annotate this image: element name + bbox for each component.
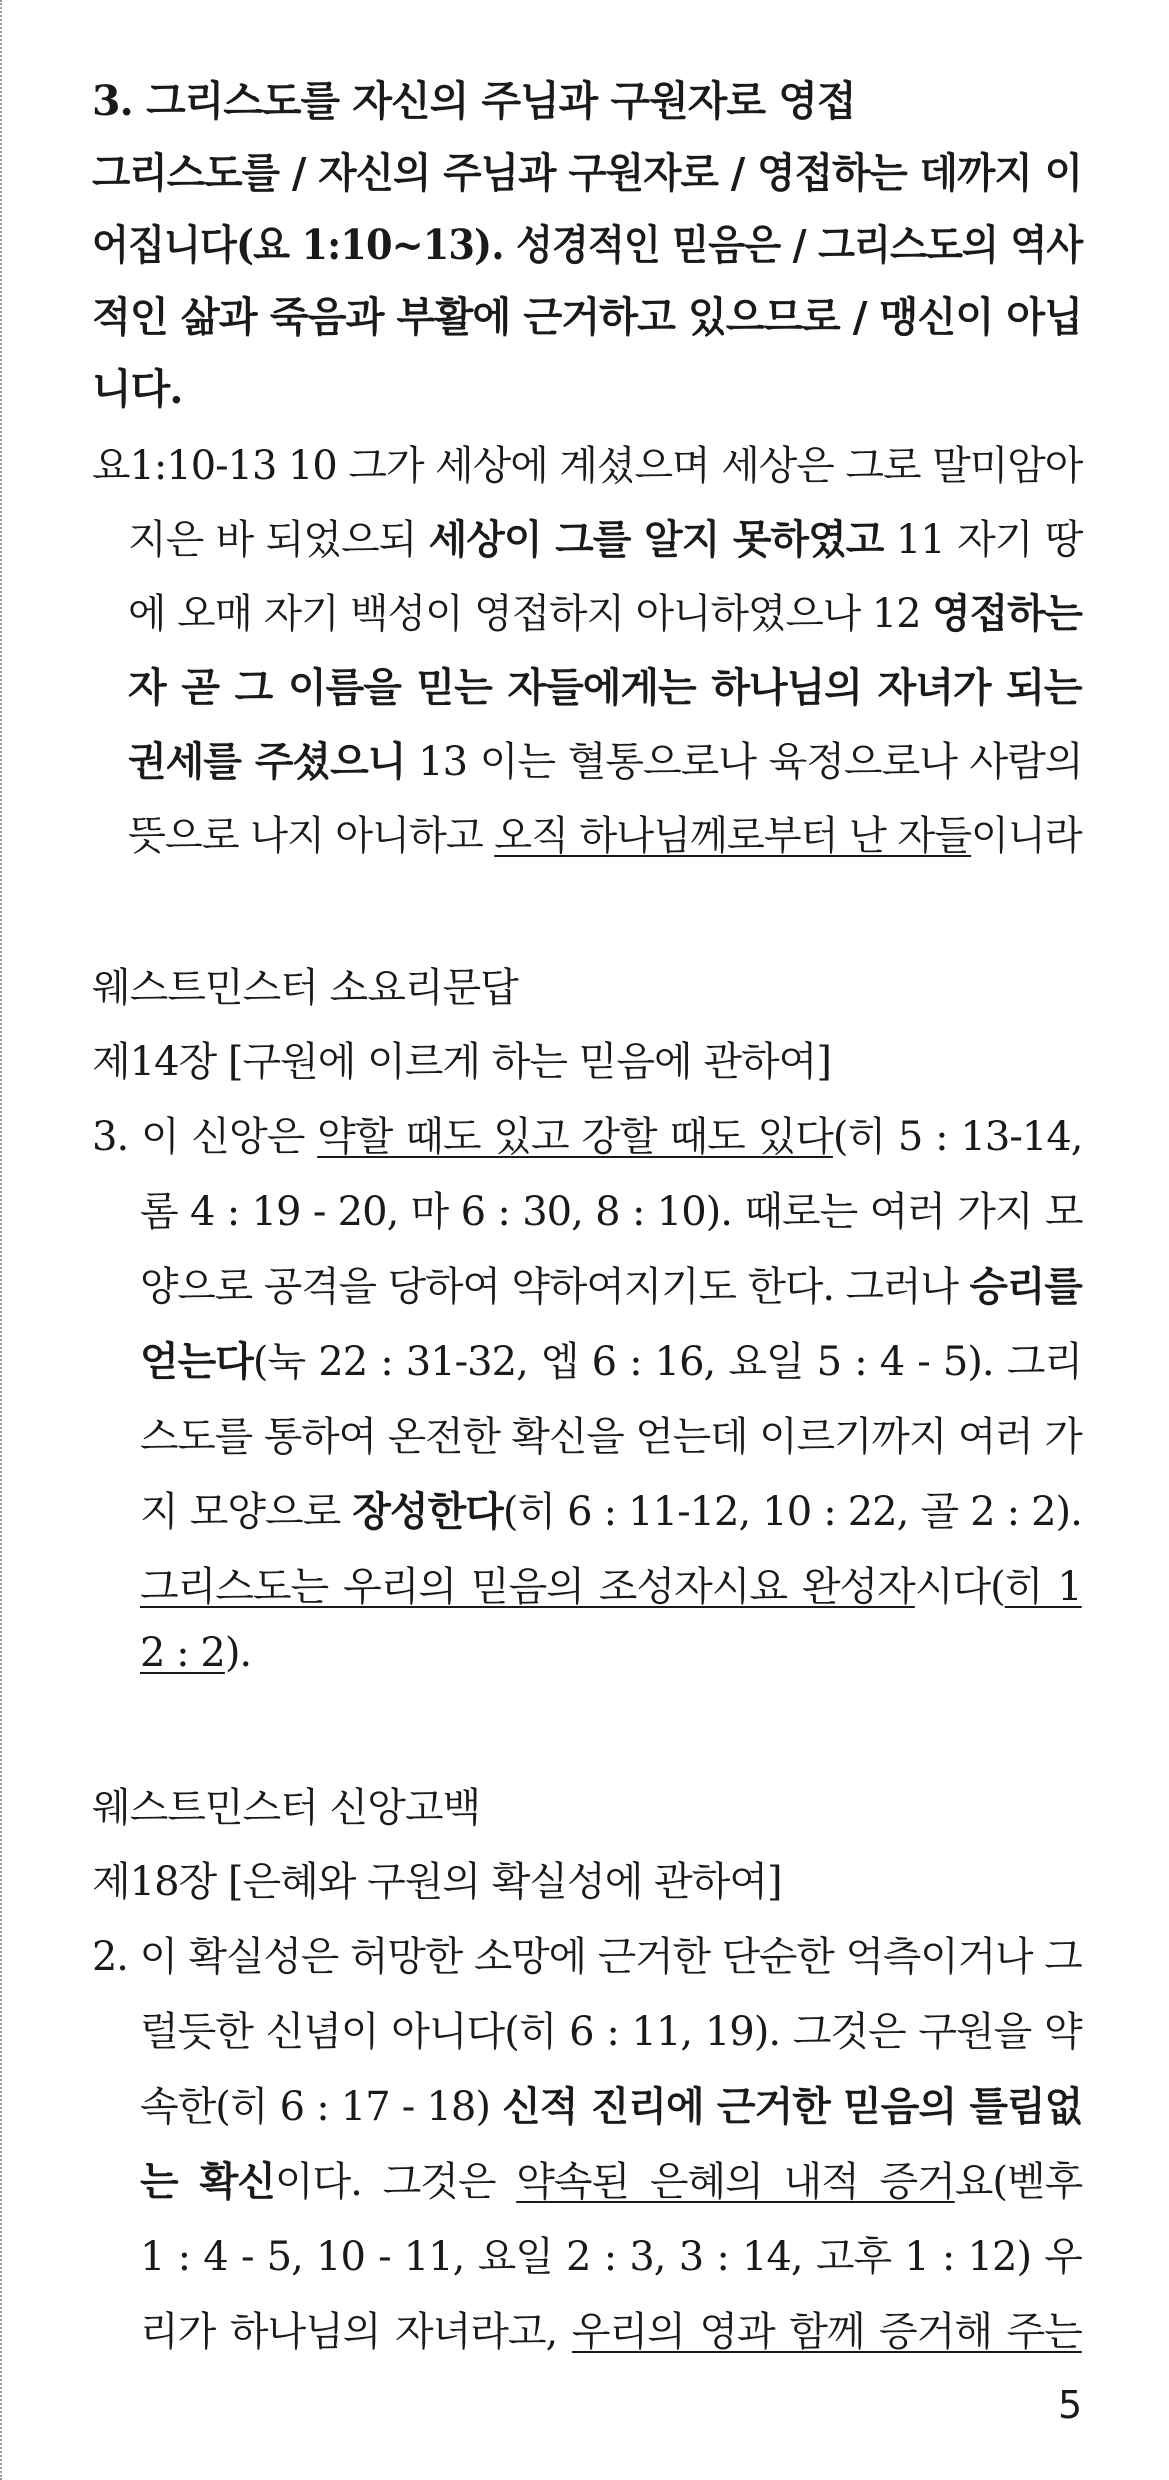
text-run: 스도를 통하여 온전한 확신을 얻는데 이르기까지 여러 가 [140,1414,1082,1460]
text-run: 요1:10-13 10 그가 세상에 계셨으며 세상은 그로 말미암아 [92,443,1083,489]
text-line-item [140,1330,1082,1387]
text-line-scripture [128,656,1082,713]
underlined-text: 약속된 은혜의 내적 증거 [516,2159,955,2205]
bold-text: 자 곧 그 이름을 믿는 자들에게는 하나님의 자녀가 되는 [128,664,1082,711]
text-line-chapter [92,1030,831,1087]
text-run: 롬 4 : 19 - 20, 마 6 : 30, 8 : 10). 때로는 여러 가지 모 [140,1189,1083,1235]
bold-text: 니다. [92,365,183,413]
text-line-heading [92,68,855,127]
text-line-section-title [92,956,518,1013]
bold-text: 그리스도를 / 자신의 주님과 구원자로 / 영접하는 데까지 이 [92,149,1083,197]
text-line-item [140,1630,251,1676]
text-run: (히 5 : 13-14, [832,1114,1083,1160]
underlined-text: 우리의 영과 함께 증거해 주는 [571,2309,1082,2355]
bold-text: 얻는다 [140,1338,253,1385]
underlined-text: 히 1 [1004,1564,1082,1610]
text-line-item [140,1180,1082,1237]
text-line-item [140,2225,1082,2282]
text-line-paragraph [92,284,1082,343]
text-run: 이니라 [971,813,1082,859]
text-run: (히 6 : 11-12, 10 : 22, 골 2 : 2). [502,1489,1082,1535]
text-line-item [140,2300,1082,2357]
text-line-item [140,1405,1082,1462]
text-line-paragraph [92,212,1082,271]
text-run: 11 자기 땅 [883,517,1083,563]
underlined-text: 약할 때도 있고 강할 때도 있다 [317,1114,833,1160]
text-run: (눅 22 : 31-32, 엡 6 : 16, 요일 5 : 4 - 5). 그리 [252,1339,1082,1385]
text-run: 리가 하나님의 자녀라고, [140,2309,572,2355]
text-line-item [140,1555,1082,1612]
text-line-paragraph [92,356,183,415]
text-run: 양으로 공격을 당하여 약하여지기도 한다. 그러나 [140,1264,970,1310]
bold-text: 세상이 그를 알지 못하였고 [428,516,884,563]
text-line-chapter [92,1850,782,1907]
underlined-text: 2 : 2 [140,1630,225,1676]
text-run: 요(벧후 [954,2159,1083,2205]
text-run: 제18장 [은혜와 구원의 확실성에 관하여] [92,1859,782,1905]
text-line-item [92,1925,1082,1982]
bold-text: 신적 진리에 근거한 믿음의 틀림없 [502,2083,1083,2130]
text-run: 웨스트민스터 소요리문답 [92,965,518,1011]
text-line-scripture [128,582,1082,639]
bold-text: 영접하는 [932,590,1082,637]
text-run: 럴듯한 신념이 아니다(히 6 : 11, 19). 그것은 구원을 약 [140,2009,1082,2055]
text-line-scripture [128,730,1082,787]
text-run: 이다. 그것은 [274,2159,517,2205]
text-run: 2. 이 확실성은 허망한 소망에 근거한 단순한 억측이거나 그 [92,1934,1082,1980]
bold-text: 적인 삶과 죽음과 부활에 근거하고 있으므로 / 맹신이 아닙 [92,293,1083,341]
text-line-section-title [92,1776,480,1833]
text-line-item [140,2075,1082,2132]
text-run: 3. 이 신앙은 [92,1114,318,1160]
text-run: 지은 바 되었으되 [128,517,429,563]
text-line-item [140,2000,1082,2057]
page-number: 5 [1058,2383,1083,2427]
text-run: 뜻으로 나지 아니하고 [128,813,495,859]
text-run: 속한(히 6 : 17 - 18) [140,2084,503,2130]
text-line-item [92,1105,1083,1162]
text-line-paragraph [92,140,1082,199]
text-line-scripture [92,434,1082,491]
bold-text: 는 확신 [140,2158,275,2205]
text-run: 지 모양으로 [140,1489,353,1535]
text-run: 13 이는 혈통으로나 육정으로나 사람의 [405,739,1083,785]
bold-text: 승리를 [969,1263,1082,1310]
text-line-scripture [128,508,1082,565]
text-line-item [140,1255,1082,1312]
bold-text: 어집니다(요 1:10~13). 성경적인 믿음은 / 그리스도의 역사 [92,221,1083,269]
text-line-item [140,2150,1082,2207]
underlined-text: 그리스도는 우리의 믿음의 조성자시요 완성자 [140,1564,915,1610]
bold-text: 3. 그리스도를 자신의 주님과 구원자로 영접 [92,77,856,125]
text-run: 1 : 4 - 5, 10 - 11, 요일 2 : 3, 3 : 14, 고후 1 : 12) 우 [140,2234,1082,2280]
text-run: 에 오매 자기 백성이 영접하지 아니하였으나 12 [128,591,933,637]
text-run: 시다( [914,1564,1005,1610]
text-line-scripture [128,804,1082,861]
bold-text: 권세를 주셨으니 [128,738,406,785]
text-line-item [140,1480,1082,1537]
bold-text: 장성한다 [352,1488,503,1535]
underlined-text: 오직 하나님께로부터 난 자들 [494,813,972,859]
text-run: ). [224,1630,252,1676]
text-run: 웨스트민스터 신앙고백 [92,1785,481,1831]
text-run: 제14장 [구원에 이르게 하는 믿음에 관하여] [92,1039,831,1085]
